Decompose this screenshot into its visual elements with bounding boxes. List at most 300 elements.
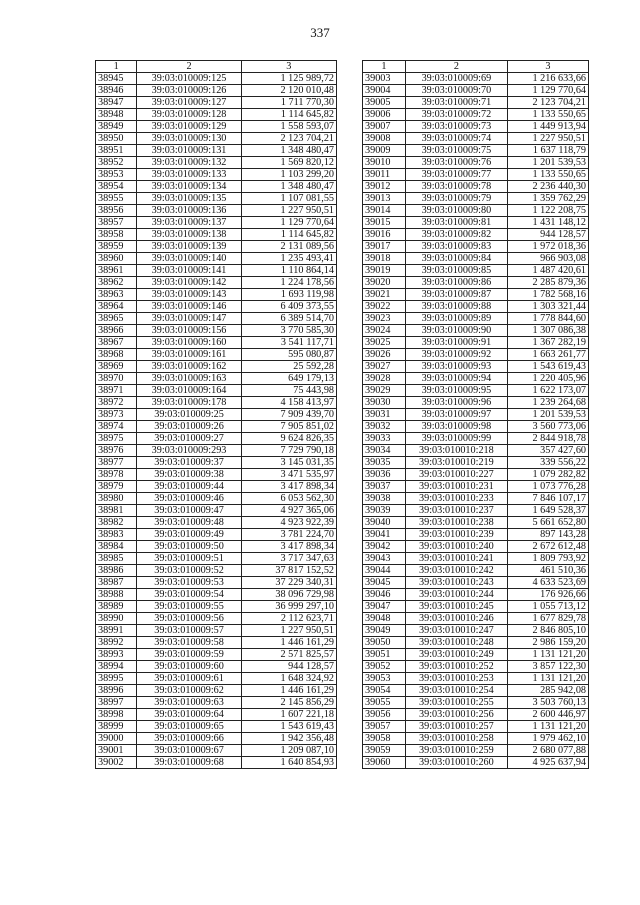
value-cell: 1 235 493,41 (241, 253, 336, 265)
cadastral-number-cell: 39:03:010009:178 (137, 397, 241, 409)
value-cell: 6 053 562,30 (241, 493, 336, 505)
table-row (96, 181, 337, 193)
cadastral-number-cell: 39:03:010009:141 (137, 265, 241, 277)
value-cell: 1 103 299,20 (241, 169, 336, 181)
table-row (96, 697, 337, 709)
row-number-cell: 39008 (363, 133, 406, 145)
row-number-cell: 39060 (363, 757, 406, 769)
column-header: 2 (405, 61, 507, 73)
value-cell: 1 303 321,44 (507, 301, 588, 313)
table-header-row (363, 61, 589, 73)
value-cell: 3 145 031,35 (241, 457, 336, 469)
column-header: 3 (241, 61, 336, 73)
cadastral-number-cell: 39:03:010009:125 (137, 73, 241, 85)
row-number-cell: 39017 (363, 241, 406, 253)
value-cell: 1 663 261,77 (507, 349, 588, 361)
row-number-cell: 39015 (363, 217, 406, 229)
table-row (96, 157, 337, 169)
table-row (96, 397, 337, 409)
value-cell: 1 079 282,82 (507, 469, 588, 481)
cadastral-number-cell: 39:03:010009:89 (405, 313, 507, 325)
row-number-cell: 39055 (363, 697, 406, 709)
table-row (363, 217, 589, 229)
cadastral-number-cell: 39:03:010009:160 (137, 337, 241, 349)
value-cell: 1 114 645,82 (241, 109, 336, 121)
row-number-cell: 38948 (96, 109, 137, 121)
table-row (96, 121, 337, 133)
cadastral-number-cell: 39:03:010009:82 (405, 229, 507, 241)
value-cell: 2 846 805,10 (507, 625, 588, 637)
table-row (363, 493, 589, 505)
value-cell: 2 600 446,97 (507, 709, 588, 721)
value-cell: 3 857 122,30 (507, 661, 588, 673)
cadastral-number-cell: 39:03:010009:72 (405, 109, 507, 121)
table-row (96, 673, 337, 685)
value-cell: 1 637 118,79 (507, 145, 588, 157)
value-cell: 1 942 356,48 (241, 733, 336, 745)
cadastral-number-cell: 39:03:010010:257 (405, 721, 507, 733)
table-row (363, 73, 589, 85)
cadastral-number-cell: 39:03:010009:87 (405, 289, 507, 301)
row-number-cell: 38954 (96, 181, 137, 193)
value-cell: 1 359 762,29 (507, 193, 588, 205)
table-row (363, 517, 589, 529)
table-row (363, 505, 589, 517)
row-number-cell: 39006 (363, 109, 406, 121)
table-row (96, 757, 337, 769)
cadastral-number-cell: 39:03:010009:130 (137, 133, 241, 145)
value-cell: 3 471 535,97 (241, 469, 336, 481)
table-row (363, 637, 589, 649)
row-number-cell: 38947 (96, 97, 137, 109)
table-row (363, 349, 589, 361)
table-row (96, 517, 337, 529)
value-cell: 4 927 365,06 (241, 505, 336, 517)
cadastral-number-cell: 39:03:010009:50 (137, 541, 241, 553)
table-row (96, 553, 337, 565)
value-cell: 7 909 439,70 (241, 409, 336, 421)
table-row (96, 361, 337, 373)
value-cell: 461 510,36 (507, 565, 588, 577)
table-row (96, 421, 337, 433)
value-cell: 1 569 820,12 (241, 157, 336, 169)
table-row (96, 169, 337, 181)
cadastral-number-cell: 39:03:010009:68 (137, 757, 241, 769)
table-row (363, 649, 589, 661)
cadastral-number-cell: 39:03:010009:84 (405, 253, 507, 265)
value-cell: 944 128,57 (507, 229, 588, 241)
cadastral-number-cell: 39:03:010010:243 (405, 577, 507, 589)
row-number-cell: 38998 (96, 709, 137, 721)
row-number-cell: 39057 (363, 721, 406, 733)
table-row (96, 613, 337, 625)
value-cell: 2 120 010,48 (241, 85, 336, 97)
value-cell: 1 129 770,64 (241, 217, 336, 229)
row-number-cell: 38985 (96, 553, 137, 565)
row-number-cell: 39020 (363, 277, 406, 289)
row-number-cell: 38997 (96, 697, 137, 709)
cadastral-number-cell: 39:03:010009:135 (137, 193, 241, 205)
row-number-cell: 39052 (363, 661, 406, 673)
value-cell: 3 770 585,30 (241, 325, 336, 337)
row-number-cell: 38969 (96, 361, 137, 373)
value-cell: 966 903,08 (507, 253, 588, 265)
row-number-cell: 38983 (96, 529, 137, 541)
table-row (96, 433, 337, 445)
cadastral-number-cell: 39:03:010009:92 (405, 349, 507, 361)
value-cell: 2 844 918,78 (507, 433, 588, 445)
row-number-cell: 39030 (363, 397, 406, 409)
value-cell: 1 348 480,47 (241, 181, 336, 193)
table-row (363, 373, 589, 385)
value-cell: 2 680 077,88 (507, 745, 588, 757)
row-number-cell: 39037 (363, 481, 406, 493)
row-number-cell: 38955 (96, 193, 137, 205)
table-row (363, 325, 589, 337)
cadastral-number-cell: 39:03:010010:254 (405, 685, 507, 697)
row-number-cell: 38960 (96, 253, 137, 265)
table-row (96, 277, 337, 289)
cadastral-number-cell: 39:03:010009:77 (405, 169, 507, 181)
value-cell: 1 348 480,47 (241, 145, 336, 157)
row-number-cell: 39029 (363, 385, 406, 397)
table-row (96, 505, 337, 517)
cadastral-number-cell: 39:03:010010:255 (405, 697, 507, 709)
row-number-cell: 38949 (96, 121, 137, 133)
cadastral-number-cell: 39:03:010010:253 (405, 673, 507, 685)
row-number-cell: 38991 (96, 625, 137, 637)
cadastral-number-cell: 39:03:010009:161 (137, 349, 241, 361)
row-number-cell: 39013 (363, 193, 406, 205)
cadastral-number-cell: 39:03:010009:162 (137, 361, 241, 373)
table-row (363, 229, 589, 241)
value-cell: 1 449 913,94 (507, 121, 588, 133)
value-cell: 2 123 704,21 (241, 133, 336, 145)
row-number-cell: 38968 (96, 349, 137, 361)
value-cell: 3 781 224,70 (241, 529, 336, 541)
table-row (96, 469, 337, 481)
row-number-cell: 39033 (363, 433, 406, 445)
cadastral-number-cell: 39:03:010009:133 (137, 169, 241, 181)
value-cell: 1 055 713,12 (507, 601, 588, 613)
value-cell: 1 133 550,65 (507, 169, 588, 181)
value-cell: 1 224 178,56 (241, 277, 336, 289)
value-cell: 75 443,98 (241, 385, 336, 397)
table-row (363, 193, 589, 205)
cadastral-number-cell: 39:03:010009:129 (137, 121, 241, 133)
row-number-cell: 38984 (96, 541, 137, 553)
value-cell: 1 431 148,12 (507, 217, 588, 229)
value-cell: 595 080,87 (241, 349, 336, 361)
cadastral-number-cell: 39:03:010009:27 (137, 433, 241, 445)
row-number-cell: 39004 (363, 85, 406, 97)
cadastral-number-cell: 39:03:010010:238 (405, 517, 507, 529)
table-row (96, 85, 337, 97)
value-cell: 2 672 612,48 (507, 541, 588, 553)
column-header: 1 (363, 61, 406, 73)
value-cell: 1 809 793,92 (507, 553, 588, 565)
row-number-cell: 39032 (363, 421, 406, 433)
table-row (96, 529, 337, 541)
row-number-cell: 39002 (96, 757, 137, 769)
value-cell: 2 131 089,56 (241, 241, 336, 253)
cadastral-number-cell: 39:03:010009:88 (405, 301, 507, 313)
data-table-right (362, 60, 589, 769)
row-number-cell: 39046 (363, 589, 406, 601)
cadastral-number-cell: 39:03:010009:75 (405, 145, 507, 157)
value-cell: 3 717 347,63 (241, 553, 336, 565)
table-row (363, 145, 589, 157)
table-row (363, 241, 589, 253)
cadastral-number-cell: 39:03:010009:293 (137, 445, 241, 457)
table-row (96, 565, 337, 577)
row-number-cell: 39007 (363, 121, 406, 133)
value-cell: 1 640 854,93 (241, 757, 336, 769)
value-cell: 3 417 898,34 (241, 541, 336, 553)
row-number-cell: 39041 (363, 529, 406, 541)
value-cell: 1 220 405,96 (507, 373, 588, 385)
cadastral-number-cell: 39:03:010009:71 (405, 97, 507, 109)
cadastral-number-cell: 39:03:010009:51 (137, 553, 241, 565)
row-number-cell: 38995 (96, 673, 137, 685)
row-number-cell: 39039 (363, 505, 406, 517)
table-row (363, 625, 589, 637)
value-cell: 1 782 568,16 (507, 289, 588, 301)
value-cell: 4 923 922,39 (241, 517, 336, 529)
column-header: 3 (507, 61, 588, 73)
row-number-cell: 39038 (363, 493, 406, 505)
table-row (96, 493, 337, 505)
cadastral-number-cell: 39:03:010010:218 (405, 445, 507, 457)
value-cell: 1 446 161,29 (241, 685, 336, 697)
cadastral-number-cell: 39:03:010009:93 (405, 361, 507, 373)
row-number-cell: 38977 (96, 457, 137, 469)
cadastral-number-cell: 39:03:010009:85 (405, 265, 507, 277)
table-row (96, 109, 337, 121)
table-row (363, 685, 589, 697)
cadastral-number-cell: 39:03:010009:55 (137, 601, 241, 613)
cadastral-number-cell: 39:03:010010:260 (405, 757, 507, 769)
row-number-cell: 39023 (363, 313, 406, 325)
value-cell: 176 926,66 (507, 589, 588, 601)
value-cell: 1 711 770,30 (241, 97, 336, 109)
row-number-cell: 39009 (363, 145, 406, 157)
row-number-cell: 38990 (96, 613, 137, 625)
table-row (363, 529, 589, 541)
table-row (363, 133, 589, 145)
value-cell: 1 367 282,19 (507, 337, 588, 349)
row-number-cell: 39044 (363, 565, 406, 577)
cadastral-number-cell: 39:03:010010:249 (405, 649, 507, 661)
table-row (363, 181, 589, 193)
value-cell: 1 131 121,20 (507, 673, 588, 685)
row-number-cell: 38976 (96, 445, 137, 457)
value-cell: 1 543 619,43 (507, 361, 588, 373)
row-number-cell: 38956 (96, 205, 137, 217)
value-cell: 1 125 989,72 (241, 73, 336, 85)
row-number-cell: 38963 (96, 289, 137, 301)
row-number-cell: 39040 (363, 517, 406, 529)
table-row (363, 97, 589, 109)
cadastral-number-cell: 39:03:010009:95 (405, 385, 507, 397)
value-cell: 1 201 539,53 (507, 157, 588, 169)
table-row (363, 337, 589, 349)
value-cell: 4 925 637,94 (507, 757, 588, 769)
value-cell: 1 114 645,82 (241, 229, 336, 241)
cadastral-number-cell: 39:03:010009:46 (137, 493, 241, 505)
table-row (96, 301, 337, 313)
table-row (96, 205, 337, 217)
table-row (363, 613, 589, 625)
table-row (96, 445, 337, 457)
value-cell: 6 409 373,55 (241, 301, 336, 313)
cadastral-number-cell: 39:03:010009:131 (137, 145, 241, 157)
cadastral-number-cell: 39:03:010009:78 (405, 181, 507, 193)
row-number-cell: 39047 (363, 601, 406, 613)
value-cell: 1 307 086,38 (507, 325, 588, 337)
cadastral-number-cell: 39:03:010009:56 (137, 613, 241, 625)
value-cell: 4 158 413,97 (241, 397, 336, 409)
cadastral-number-cell: 39:03:010009:59 (137, 649, 241, 661)
table-row (363, 601, 589, 613)
value-cell: 357 427,60 (507, 445, 588, 457)
row-number-cell: 39028 (363, 373, 406, 385)
cadastral-number-cell: 39:03:010009:138 (137, 229, 241, 241)
row-number-cell: 38961 (96, 265, 137, 277)
cadastral-number-cell: 39:03:010009:54 (137, 589, 241, 601)
table-row (363, 85, 589, 97)
cadastral-number-cell: 39:03:010009:140 (137, 253, 241, 265)
value-cell: 339 556,22 (507, 457, 588, 469)
table-row (363, 301, 589, 313)
row-number-cell: 38980 (96, 493, 137, 505)
table-row (363, 109, 589, 121)
value-cell: 1 133 550,65 (507, 109, 588, 121)
value-cell: 9 624 826,35 (241, 433, 336, 445)
cadastral-number-cell: 39:03:010009:147 (137, 313, 241, 325)
table-row (96, 649, 337, 661)
table-row (96, 73, 337, 85)
table-row (96, 661, 337, 673)
table-row (96, 97, 337, 109)
cadastral-number-cell: 39:03:010010:245 (405, 601, 507, 613)
row-number-cell: 39010 (363, 157, 406, 169)
row-number-cell: 38992 (96, 637, 137, 649)
row-number-cell: 39003 (363, 73, 406, 85)
row-number-cell: 39054 (363, 685, 406, 697)
row-number-cell: 39053 (363, 673, 406, 685)
cadastral-number-cell: 39:03:010009:62 (137, 685, 241, 697)
value-cell: 1 622 173,07 (507, 385, 588, 397)
table-row (96, 481, 337, 493)
value-cell: 1 972 018,36 (507, 241, 588, 253)
row-number-cell: 39005 (363, 97, 406, 109)
cadastral-number-cell: 39:03:010009:96 (405, 397, 507, 409)
row-number-cell: 39043 (363, 553, 406, 565)
cadastral-number-cell: 39:03:010009:142 (137, 277, 241, 289)
row-number-cell: 39027 (363, 361, 406, 373)
table-row (96, 709, 337, 721)
table-row (363, 361, 589, 373)
cadastral-number-cell: 39:03:010009:127 (137, 97, 241, 109)
cadastral-number-cell: 39:03:010010:246 (405, 613, 507, 625)
row-number-cell: 39022 (363, 301, 406, 313)
value-cell: 1 131 121,20 (507, 649, 588, 661)
cadastral-number-cell: 39:03:010009:58 (137, 637, 241, 649)
cadastral-number-cell: 39:03:010009:67 (137, 745, 241, 757)
cadastral-number-cell: 39:03:010009:60 (137, 661, 241, 673)
cadastral-number-cell: 39:03:010009:47 (137, 505, 241, 517)
cadastral-number-cell: 39:03:010010:247 (405, 625, 507, 637)
table-row (96, 685, 337, 697)
cadastral-number-cell: 39:03:010009:37 (137, 457, 241, 469)
cadastral-number-cell: 39:03:010009:70 (405, 85, 507, 97)
table-row (96, 745, 337, 757)
table-row (96, 373, 337, 385)
cadastral-number-cell: 39:03:010009:126 (137, 85, 241, 97)
cadastral-number-cell: 39:03:010009:146 (137, 301, 241, 313)
cadastral-number-cell: 39:03:010009:76 (405, 157, 507, 169)
value-cell: 1 543 619,43 (241, 721, 336, 733)
row-number-cell: 38967 (96, 337, 137, 349)
cadastral-number-cell: 39:03:010009:128 (137, 109, 241, 121)
value-cell: 2 986 159,20 (507, 637, 588, 649)
row-number-cell: 38959 (96, 241, 137, 253)
value-cell: 3 417 898,34 (241, 481, 336, 493)
row-number-cell: 38982 (96, 517, 137, 529)
row-number-cell: 39016 (363, 229, 406, 241)
cadastral-number-cell: 39:03:010010:239 (405, 529, 507, 541)
column-header: 1 (96, 61, 137, 73)
row-number-cell: 39011 (363, 169, 406, 181)
row-number-cell: 39059 (363, 745, 406, 757)
cadastral-number-cell: 39:03:010009:64 (137, 709, 241, 721)
value-cell: 5 661 652,80 (507, 517, 588, 529)
table-row (96, 337, 337, 349)
value-cell: 36 999 297,10 (241, 601, 336, 613)
table-row (363, 673, 589, 685)
value-cell: 2 145 856,29 (241, 697, 336, 709)
table-row (96, 385, 337, 397)
row-number-cell: 38975 (96, 433, 137, 445)
value-cell: 1 110 864,14 (241, 265, 336, 277)
value-cell: 38 096 729,98 (241, 589, 336, 601)
cadastral-number-cell: 39:03:010009:66 (137, 733, 241, 745)
row-number-cell: 38952 (96, 157, 137, 169)
row-number-cell: 38972 (96, 397, 137, 409)
row-number-cell: 38978 (96, 469, 137, 481)
table-row (363, 661, 589, 673)
value-cell: 1 239 264,68 (507, 397, 588, 409)
cadastral-number-cell: 39:03:010009:26 (137, 421, 241, 433)
cadastral-number-cell: 39:03:010009:163 (137, 373, 241, 385)
table-row (96, 601, 337, 613)
row-number-cell: 39045 (363, 577, 406, 589)
table-row (96, 229, 337, 241)
value-cell: 1 558 593,07 (241, 121, 336, 133)
data-table-left (95, 60, 337, 769)
value-cell: 1 677 829,78 (507, 613, 588, 625)
table-row (363, 313, 589, 325)
value-cell: 2 112 623,71 (241, 613, 336, 625)
cadastral-number-cell: 39:03:010009:99 (405, 433, 507, 445)
cadastral-number-cell: 39:03:010009:73 (405, 121, 507, 133)
cadastral-number-cell: 39:03:010009:25 (137, 409, 241, 421)
cadastral-number-cell: 39:03:010009:94 (405, 373, 507, 385)
table-row (363, 541, 589, 553)
table-row (363, 469, 589, 481)
cadastral-number-cell: 39:03:010009:44 (137, 481, 241, 493)
